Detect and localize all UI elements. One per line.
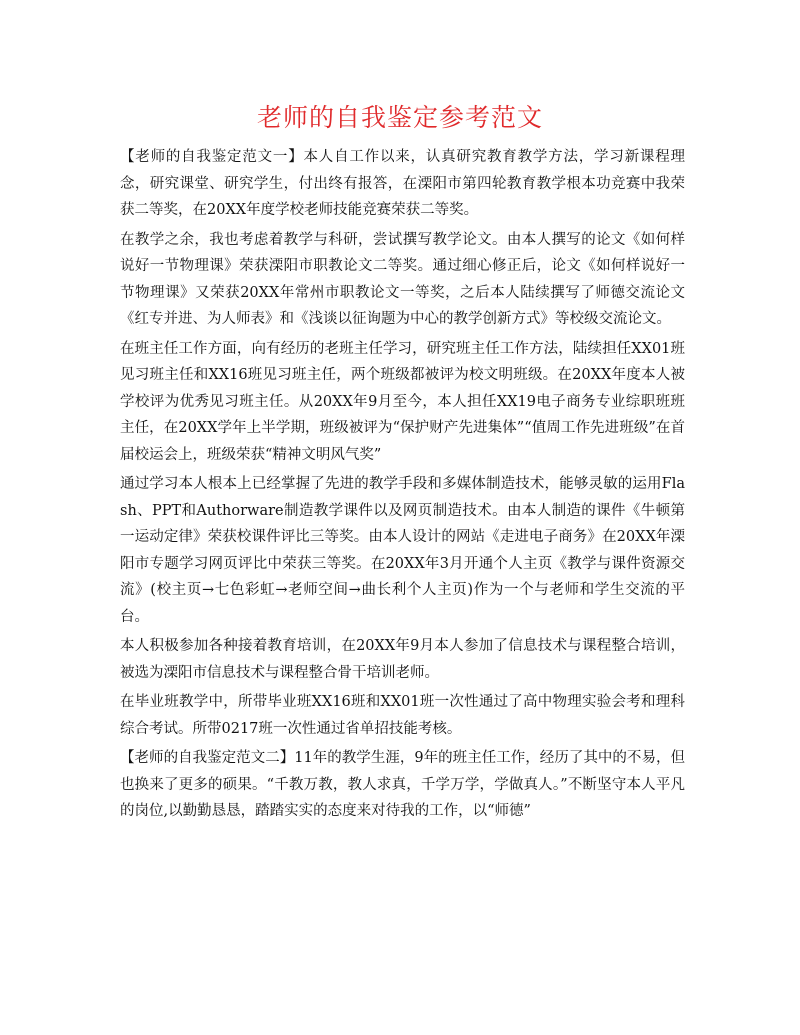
paragraph-3: [120, 336, 685, 469]
paragraph-text: 在班主任工作方面，向有经历的老班主任学习，研究班主任工作方法，陆续担任XX01班见习班主任和XX16班见习班主任，两个班级都被评为校文明班级。在20XX年度本人被学校评为优秀见习班主任。从20XX年9月至今，本人担任XX19电子商务专业综职班班主任，在20XX学年上半学期，班级被评为“保护财产先进集体”“值周工作先进班级”在首届校运会上，班级荣获“精神文明风气奖”: [120, 340, 685, 463]
paragraph-4: [120, 471, 685, 630]
paragraph-7: [120, 745, 685, 825]
paragraph-heading-label: 【老师的自我鉴定范文二】: [120, 750, 295, 766]
paragraph-text: 通过学习本人根本上已经掌握了先进的教学手段和多媒体制造技术，能够灵敏的运用Flash、PPT和Authorware制造教学课件以及网页制造技术。由本人制造的课件《牛顿第一运动定律》荣获校课件评比三等奖。由本人设计的网站《走进电子商务》在20XX年溧阳市专题学习网页评比中荣获三等奖。在20XX年3月开通个人主页《教学与课件资源交流》(校主页→七色彩虹→老师空间→曲长利个人主页)作为一个与老师和学生交流的平台。: [120, 476, 685, 625]
paragraph-text: 本人积极参加各种接着教育培训，在20XX年9月本人参加了信息技术与课程整合培训，被选为溧阳市信息技术与课程整合骨干培训老师。: [120, 638, 685, 681]
document-title: 老师的自我鉴定参考范文: [256, 103, 543, 132]
paragraph-2: [120, 227, 685, 333]
paragraph-text: 11年的教学生涯，9年的班主任工作，经历了其中的不易，但也换来了更多的硕果。“千教万教，教人求真，千学万学，学做真人。”不断坚守本人平凡的岗位,以勤勤恳恳，踏踏实实的态度来对待我的工作，以“师德”: [120, 750, 685, 819]
paragraph-text: 本人自工作以来，认真研究教育教学方法，学习新课程理念，研究课堂、研究学生，付出终有报答，在溧阳市第四轮教育教学根本功竞赛中我荣获二等奖，在20XX年度学校老师技能竞赛荣获二等奖。: [120, 149, 685, 218]
paragraph-heading-label: 【老师的自我鉴定范文一】: [120, 149, 304, 165]
paragraph-5: [120, 633, 685, 686]
paragraph-text: 在毕业班教学中，所带毕业班XX16班和XX01班一次性通过了高中物理实验会考和理科综合考试。所带0217班一次性通过省单招技能考核。: [120, 694, 685, 737]
paragraph-6: [120, 689, 685, 742]
paragraph-1: [120, 144, 685, 224]
document-body: [120, 144, 685, 828]
paragraph-text: 在教学之余，我也考虑着教学与科研，尝试撰写教学论文。由本人撰写的论文《如何样说好一节物理课》荣获溧阳市职教论文二等奖。通过细心修正后，论文《如何样说好一节物理课》又荣获20XX年常州市职教论文一等奖，之后本人陆续撰写了师德交流论文《红专并进、为人师表》和《浅谈以征询题为中心的教学创新方式》等校级交流论文。: [120, 231, 685, 327]
